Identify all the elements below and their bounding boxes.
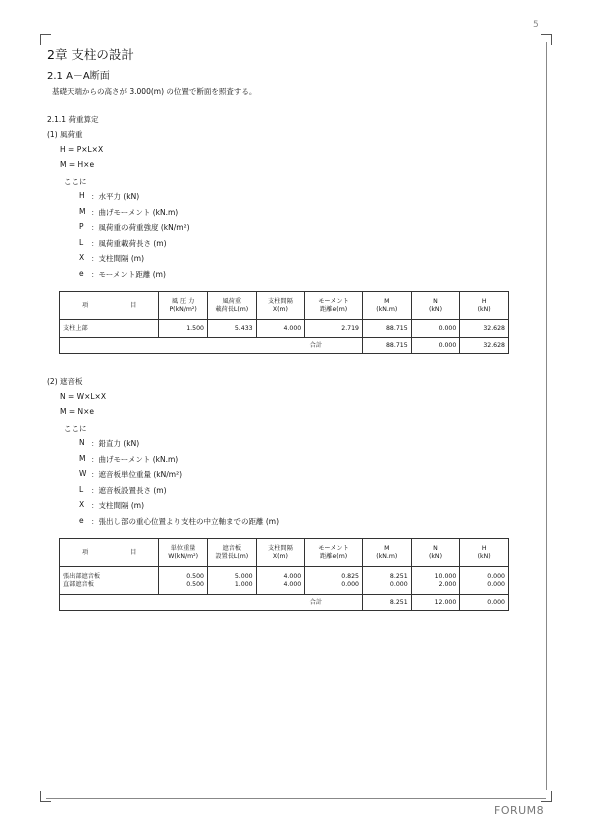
table-cell-value: 88.715 <box>385 324 408 332</box>
table-header-text: X(m) <box>272 305 288 313</box>
table-header-text: H <box>481 297 487 305</box>
table-header-text: X(m) <box>272 552 288 560</box>
table-cell-value: 1.000 <box>234 580 253 588</box>
table-row <box>60 567 509 595</box>
table-total-label: 合計 <box>60 338 363 354</box>
table-total-value: 8.251 <box>363 595 412 611</box>
page-border-right <box>546 42 547 790</box>
table-header-text: N <box>433 544 438 552</box>
table-cell-value: 8.251 <box>389 572 408 580</box>
table-header-cell <box>411 539 460 567</box>
table-header-cell <box>159 292 208 320</box>
definition-text: ：風荷重載荷長さ (m) <box>91 238 167 248</box>
table-cell-value: 2.000 <box>438 580 457 588</box>
table-total-value: 12.000 <box>411 595 460 611</box>
table-header-cell <box>256 539 305 567</box>
definition-text: ：張出し部の重心位置より支柱の中立軸までの距離 (m) <box>91 516 280 526</box>
noise-load-table <box>59 538 509 611</box>
intro-text: 基礎天端からの高さが 3.000(m) の位置で断面を照査する。 <box>52 87 257 96</box>
table-header-text: 項 <box>81 548 89 556</box>
definition-text: ：支柱間隔 (m) <box>91 501 145 510</box>
table-cell <box>256 320 305 338</box>
table-cell-value: 4.000 <box>283 572 302 580</box>
table-header-cell <box>207 539 256 567</box>
table-total-row <box>60 338 509 354</box>
table-header-cell <box>305 539 363 567</box>
definition-symbol: W <box>79 469 87 478</box>
section-title: 2.1 A－A断面 <box>47 71 110 82</box>
table-cell <box>60 320 159 338</box>
table-header-text: (kN) <box>428 552 442 560</box>
table-header-text: 単位重量 <box>170 544 196 552</box>
table-header-text: P(kN/m²) <box>169 305 197 313</box>
definition-symbol: M <box>79 206 86 216</box>
table-cell-value: 0.500 <box>186 572 204 580</box>
table-header-text: 目 <box>130 301 137 309</box>
table-header-cell <box>159 539 208 567</box>
definition-text: ：モーメント距離 (m) <box>91 269 166 279</box>
table-header-text: 風 圧 力 <box>171 297 195 305</box>
crop-mark-bottom-right <box>541 791 552 802</box>
crop-mark-top-left <box>40 34 51 45</box>
table-header-text: 風荷重 <box>222 297 242 305</box>
definition-text: ：鉛直力 (kN) <box>91 439 140 448</box>
table-header-cell <box>460 292 509 320</box>
table-cell <box>305 567 363 595</box>
definition-symbol: L <box>79 237 84 247</box>
table-header-text: 設置長L(m) <box>215 552 249 560</box>
definition-symbol: X <box>79 253 85 262</box>
noise-formula-1: N = W×L×X <box>60 392 106 401</box>
definition-symbol: e <box>79 515 84 525</box>
table-cell <box>60 567 159 595</box>
table-header-text: 遮音板 <box>222 544 242 552</box>
wind-formula-2: M = H×e <box>60 160 95 169</box>
footer-brand: FORUM8 <box>494 804 545 817</box>
table-cell <box>460 567 509 595</box>
table-cell-value: 支柱上部 <box>63 324 88 332</box>
wind-koko: ここに <box>64 177 87 186</box>
table-cell-value: 4.000 <box>283 580 302 588</box>
noise-formula-2: M = N×e <box>60 407 95 416</box>
table-cell-value: 32.628 <box>483 324 505 332</box>
table-header-text: H <box>481 544 487 552</box>
table-header-text: M <box>384 297 390 305</box>
table-cell <box>460 320 509 338</box>
table-cell <box>411 567 460 595</box>
table-cell <box>363 567 412 595</box>
table-cell-value: 5.433 <box>234 324 253 332</box>
definition-symbol: N <box>79 438 85 447</box>
table-header-cell <box>60 292 159 320</box>
table-header-cell <box>363 539 412 567</box>
definition-text: ：曲げモーメント (kN.m) <box>91 454 179 464</box>
noise-heading: (2) 遮音板 <box>47 377 83 386</box>
table-header-cell <box>460 539 509 567</box>
table-total-value: 0.000 <box>460 595 509 611</box>
table-total-label: 合計 <box>60 595 363 611</box>
table-cell <box>305 320 363 338</box>
table-cell-value: 張出部遮音板 <box>63 572 101 580</box>
table-cell-value: 0.000 <box>438 324 457 332</box>
table-header-cell <box>363 292 412 320</box>
subsection-title: 2.1.1 荷重算定 <box>47 115 99 124</box>
definition-text: ：遮音板設置長さ (m) <box>91 485 167 495</box>
table-header-text: M <box>384 544 390 552</box>
table-header-cell <box>305 292 363 320</box>
definition-text: ：支柱間隔 (m) <box>91 254 145 263</box>
definition-symbol: L <box>79 484 84 494</box>
table-header-text: N <box>433 297 438 305</box>
table-cell-value: 0.825 <box>341 572 359 580</box>
definition-text: ：曲げモーメント (kN.m) <box>91 207 179 217</box>
table-cell-value: 5.000 <box>234 572 253 580</box>
table-header-text: (kN) <box>477 552 491 560</box>
table-header-text: (kN) <box>477 305 491 313</box>
table-header-text: W(kN/m²) <box>168 552 199 560</box>
table-cell <box>159 567 208 595</box>
table-header-text: モーメント <box>318 544 349 552</box>
table-cell <box>411 320 460 338</box>
page-number: 5 <box>533 20 539 30</box>
table-cell <box>363 320 412 338</box>
table-cell <box>159 320 208 338</box>
wind-heading: (1) 風荷重 <box>47 130 83 139</box>
table-header-cell <box>411 292 460 320</box>
table-total-value: 0.000 <box>411 338 460 354</box>
noise-koko: ここに <box>64 424 87 433</box>
table-header-text: (kN) <box>428 305 442 313</box>
table-header-text: 目 <box>130 548 137 556</box>
table-cell-value: 1.500 <box>186 324 204 332</box>
table-cell-value: 直部遮音板 <box>63 580 94 588</box>
table-total-value: 88.715 <box>363 338 412 354</box>
table-header-text: 載荷長L(m) <box>215 305 249 313</box>
table-header-text: 支柱間隔 <box>268 544 293 552</box>
table-total-row <box>60 595 509 611</box>
definition-symbol: M <box>79 453 86 463</box>
table-cell-value: 0.000 <box>487 572 505 580</box>
table-cell-value: 10.000 <box>434 572 457 580</box>
crop-mark-bottom-left <box>40 791 51 802</box>
wind-formula-1: H = P×L×X <box>60 145 104 154</box>
table-header-text: 支柱間隔 <box>268 297 293 305</box>
table-header-text: (kN.m) <box>376 552 398 560</box>
table-total-value: 32.628 <box>460 338 509 354</box>
definition-text: ：遮音板単位重量 (kN/m²) <box>91 470 183 479</box>
table-header-cell <box>60 539 159 567</box>
table-cell-value: 0.500 <box>186 580 204 588</box>
table-cell-value: 4.000 <box>283 324 302 332</box>
definition-symbol: P <box>79 222 84 231</box>
table-cell-value: 0.000 <box>487 580 505 588</box>
chapter-title: 2章 支柱の設計 <box>47 47 134 62</box>
table-cell <box>256 567 305 595</box>
definition-symbol: H <box>79 191 85 200</box>
table-header-text: 距離e(m) <box>320 305 348 313</box>
table-cell <box>207 320 256 338</box>
table-header-text: (kN.m) <box>376 305 398 313</box>
table-header-text: モーメント <box>318 297 349 305</box>
wind-load-table <box>59 291 509 354</box>
table-cell-value: 2.719 <box>341 324 359 332</box>
table-row <box>60 320 509 338</box>
definition-symbol: X <box>79 500 85 509</box>
table-cell-value: 0.000 <box>389 580 408 588</box>
table-header-cell <box>256 292 305 320</box>
table-cell-value: 0.000 <box>341 580 359 588</box>
table-header-text: 項 <box>81 301 89 309</box>
definition-text: ：水平力 (kN) <box>91 192 140 201</box>
definition-symbol: e <box>79 268 84 278</box>
table-header-cell <box>207 292 256 320</box>
table-header-text: 距離e(m) <box>320 552 348 560</box>
definition-text: ：風荷重の荷重強度 (kN/m²) <box>91 223 190 232</box>
table-cell <box>207 567 256 595</box>
page-border-bottom <box>46 798 546 799</box>
